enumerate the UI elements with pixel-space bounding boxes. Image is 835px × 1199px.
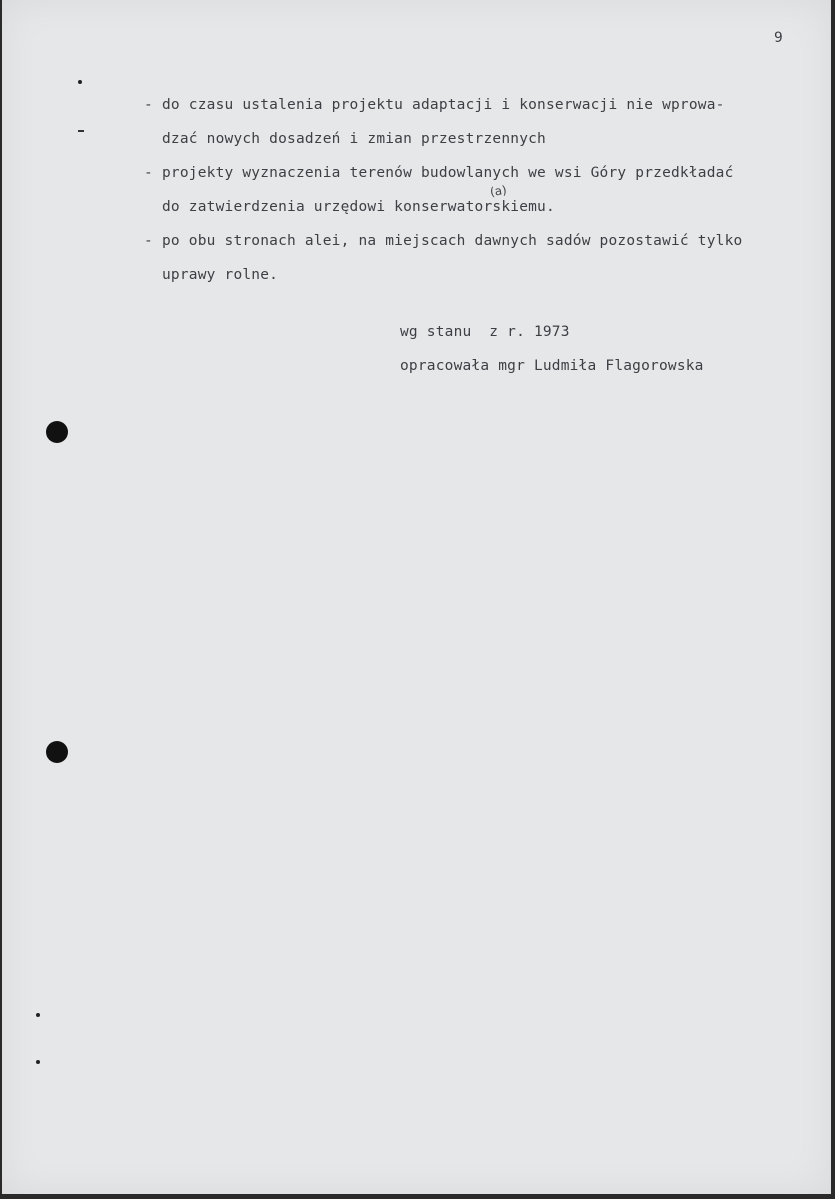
list-bullet: - xyxy=(144,233,153,249)
status-line: wg stanu z r. 1973 xyxy=(400,324,570,340)
margin-dot xyxy=(36,1060,40,1064)
list-item-line: uprawy rolne. xyxy=(162,267,279,283)
margin-mark xyxy=(78,130,84,132)
handwritten-insertion: (a) xyxy=(489,182,508,200)
list-bullet: - xyxy=(144,97,153,113)
punch-hole-bottom xyxy=(46,741,68,763)
list-item-line: po obu stronach alei, na miejscach dawnych sadów pozostawić tylko xyxy=(162,233,743,249)
author-line: opracowała mgr Ludmiła Flagorowska xyxy=(400,358,704,374)
punch-hole-top xyxy=(46,421,68,443)
margin-dot xyxy=(78,80,82,84)
page-number: 9 xyxy=(774,30,783,46)
document-page xyxy=(2,0,831,1194)
list-bullet: - xyxy=(144,165,153,181)
list-item-line: do zatwierdzenia urzędowi konserwatorskiemu. xyxy=(162,199,555,215)
list-item-line: projekty wyznaczenia terenów budowlanych we wsi Góry przedkładać xyxy=(162,165,734,181)
margin-dot xyxy=(36,1013,40,1017)
list-item-line: dzać nowych dosadzeń i zmian przestrzennych xyxy=(162,131,546,147)
list-item-line: do czasu ustalenia projektu adaptacji i konserwacji nie wprowa- xyxy=(162,97,725,113)
